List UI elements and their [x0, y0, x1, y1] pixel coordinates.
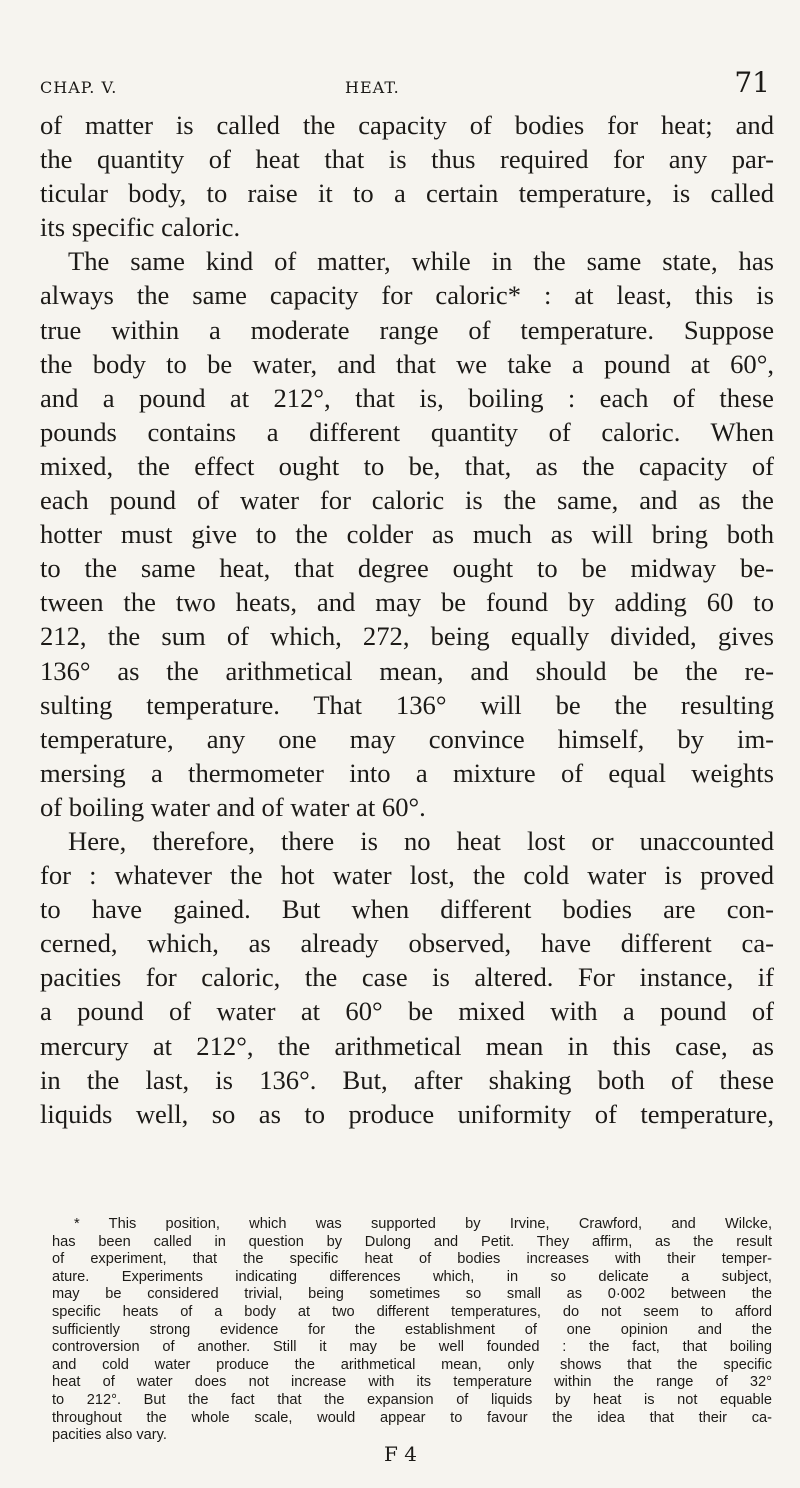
footnote-line: heat of water does not increase with its temperature within the range of 32°: [52, 1374, 772, 1391]
text-line: mixed, the effect ought to be, that, as the capacity of: [40, 450, 774, 481]
text-line: the quantity of heat that is thus required for any par-: [40, 144, 774, 175]
footnote-line: * This position, which was supported by Irvine, Crawford, and Wilcke,: [74, 1216, 772, 1232]
text-line: to the same heat, that degree ought to be midway be-: [40, 553, 774, 584]
footnote-line: specific heats of a body at two different temperatures, do not seem to afford: [52, 1303, 772, 1320]
text-line: and a pound at 212°, that is, boiling : each of these: [40, 382, 774, 413]
printer-signature-mark: F 4: [384, 1442, 417, 1466]
text-line: The same kind of matter, while in the same state, has: [68, 246, 774, 277]
text-line: the body to be water, and that we take a pound at 60°,: [40, 348, 774, 379]
text-line: always the same capacity for caloric* : at least, this is: [40, 280, 774, 311]
text-line: a pound of water at 60° be mixed with a pound of: [40, 996, 774, 1027]
text-line: pounds contains a different quantity of caloric. When: [40, 416, 774, 447]
text-line: ticular body, to raise it to a certain temperature, is called: [40, 178, 774, 209]
footnote: [52, 1216, 772, 1445]
text-line: of matter is called the capacity of bodies for heat; and: [40, 110, 774, 140]
footnote-line: pacities also vary.: [52, 1427, 167, 1444]
text-line: true within a moderate range of temperature. Suppose: [40, 314, 774, 345]
text-line: hotter must give to the colder as much as will bring both: [40, 519, 774, 550]
footnote-line: may be considered trivial, being sometimes so small as 0·002 between the: [52, 1286, 772, 1303]
text-line: tween the two heats, and may be found by adding 60 to: [40, 587, 774, 618]
text-line: pacities for caloric, the case is altered. For instance, if: [40, 962, 774, 993]
footnote-line: ature. Experiments indicating differences which, in so delicate a subject,: [52, 1268, 772, 1285]
text-line: of boiling water and of water at 60°.: [40, 791, 426, 822]
text-line: each pound of water for caloric is the same, and as the: [40, 485, 774, 516]
footnote-line: and cold water produce the arithmetical mean, only shows that the specific: [52, 1356, 772, 1373]
text-line: mercury at 212°, the arithmetical mean in this case, as: [40, 1030, 774, 1061]
footnote-line: controversion of another. Still it may be well founded : the fact, that boiling: [52, 1339, 772, 1356]
text-line: in the last, is 136°. But, after shaking both of these: [40, 1064, 774, 1095]
text-line: temperature, any one may convince himself, by im-: [40, 723, 774, 754]
page-number: 71: [734, 66, 770, 99]
main-text: [40, 108, 774, 1131]
text-line: cerned, which, as already observed, have different ca-: [40, 928, 774, 959]
footnote-line: to 212°. But the fact that the expansion of liquids by heat is not equable: [52, 1391, 772, 1408]
text-line: its specific caloric.: [40, 212, 241, 243]
text-line: liquids well, so as to produce uniformity of temperature,: [40, 1098, 774, 1129]
footnote-line: throughout the whole scale, would appear to favour the idea that their ca-: [52, 1409, 772, 1426]
chapter-label: CHAP. V.: [40, 78, 118, 97]
text-line: for : whatever the hot water lost, the cold water is proved: [40, 860, 774, 891]
text-line: 136° as the arithmetical mean, and should be the re-: [40, 655, 774, 686]
running-title: HEAT.: [345, 78, 400, 97]
text-line: Here, therefore, there is no heat lost or unaccounted: [68, 825, 774, 856]
text-line: 212, the sum of which, 272, being equally divided, gives: [40, 621, 774, 652]
running-header: [40, 66, 770, 106]
footnote-line: has been called in question by Dulong and Petit. They affirm, as the result: [52, 1233, 772, 1250]
text-line: sulting temperature. That 136° will be the resulting: [40, 689, 774, 720]
text-line: to have gained. But when different bodies are con-: [40, 894, 774, 925]
footnote-line: of experiment, that the specific heat of bodies increases with their temper-: [52, 1251, 772, 1268]
text-line: mersing a thermometer into a mixture of equal weights: [40, 757, 774, 788]
footnote-line: sufficiently strong evidence for the establishment of one opinion and the: [52, 1321, 772, 1338]
